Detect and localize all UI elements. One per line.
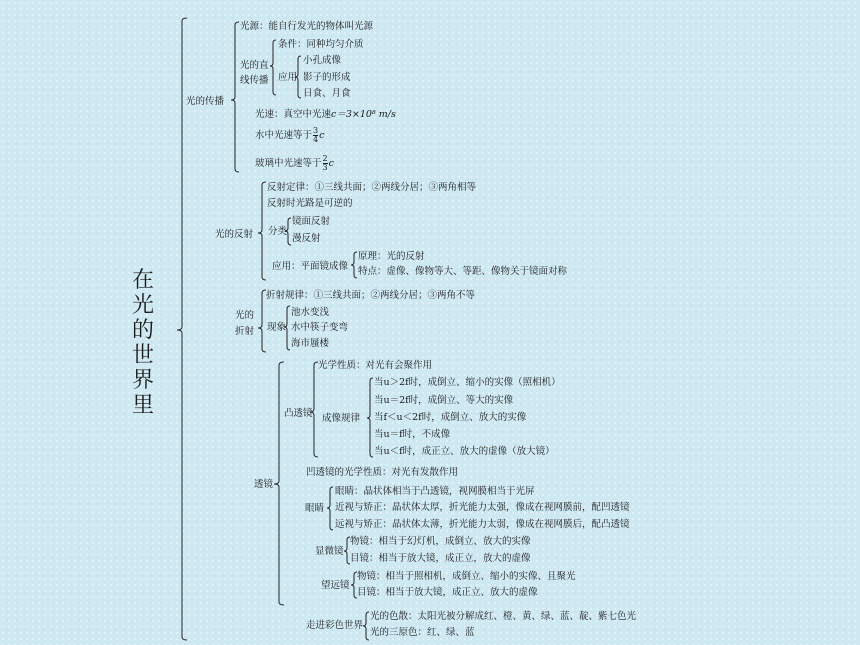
eye-item: 眼睛：晶状体相当于凸透镜，视网膜相当于光屏 — [335, 486, 535, 497]
refraction-law: 折射规律：①三线共面；②两线分居；③两角不等 — [266, 290, 476, 301]
imaging-rule: 当u＞2f时，成倒立、缩小的实像（照相机） — [374, 377, 561, 388]
lens-label: 透镜 — [254, 479, 274, 490]
color-item: 光的色散：太阳光被分解成红、橙、黄、绿、蓝、靛、紫七色光 — [370, 611, 637, 622]
application-label: 应用 — [278, 72, 298, 83]
fraction-denominator: 3 — [322, 163, 328, 172]
application-item: 日食、月食 — [303, 88, 351, 99]
telescope-item: 物镜：相当于照相机，成倒立、缩小的实像、且聚光 — [357, 571, 576, 582]
glass-speed-fraction — [323, 155, 328, 172]
color-brace — [363, 612, 369, 640]
plane-mirror-principle: 原理：光的反射 — [358, 251, 425, 262]
eye-label: 眼睛 — [305, 503, 325, 514]
application-item: 小孔成像 — [303, 55, 342, 66]
speed-of-light-text — [255, 109, 396, 121]
refraction-phenomena-label: 现象 — [267, 322, 287, 333]
microscope-label: 显微镜 — [315, 546, 344, 557]
lens-brace — [274, 362, 284, 605]
imaging-brace — [367, 378, 373, 457]
eye-item: 远视与矫正：晶状体太薄，折光能力太弱，像成在视网膜后，配凸透镜 — [335, 519, 630, 530]
telescope-label: 望远镜 — [321, 580, 350, 591]
fraction-numerator: 3 — [313, 126, 319, 135]
eye-brace — [327, 487, 333, 530]
imaging-rule: 当u＝f时，不成像 — [374, 429, 451, 440]
water-speed-prefix: 水中光速等于 — [255, 130, 313, 141]
refraction-phenomenon: 海市蜃楼 — [291, 338, 330, 349]
fraction-denominator: 4 — [313, 135, 319, 144]
propagation-brace — [231, 22, 239, 172]
convex-property: 光学性质：对光有会聚作用 — [318, 360, 433, 371]
water-speed-fraction — [313, 127, 318, 144]
reflection-law: 反射定律：①三线共面；②两线分居；③两角相等 — [267, 182, 477, 193]
imaging-rule: 当f＜u＜2f时，成倒立、放大的实像 — [374, 412, 527, 423]
reflection-label: 光的反射 — [215, 229, 254, 240]
reflection-class-item: 镜面反射 — [292, 216, 331, 227]
reflection-reversible: 反射时光路是可逆的 — [267, 198, 353, 209]
propagation-label: 光的传播 — [186, 96, 225, 107]
imaging-rule: 当u＜f时，成正立、放大的虚像（放大镜） — [374, 446, 555, 457]
application-item: 影子的形成 — [303, 72, 351, 83]
condition-text: 条件：同种均匀介质 — [278, 39, 364, 50]
straight-line-label: 光的直线传播 — [240, 60, 269, 86]
glass-speed-suffix: c — [328, 158, 334, 169]
imaging-rules-label: 成像规律 — [322, 413, 361, 424]
light-source-text: 光源：能自行发光的物体叫光源 — [240, 21, 374, 32]
color-item: 光的三原色：红、绿、蓝 — [370, 627, 475, 638]
fraction-numerator: 2 — [322, 154, 328, 163]
microscope-item: 目镜：相当于放大镜，成正立，放大的虚像 — [350, 553, 531, 564]
convex-lens-label: 凸透镜 — [284, 408, 313, 419]
reflection-class-item: 漫反射 — [292, 233, 321, 244]
concave-lens-text: 凹透镜的光学性质：对光有发散作用 — [306, 467, 459, 478]
eye-item: 近视与矫正：晶状体太厚，折光能力太强，像成在视网膜前，配凹透镜 — [335, 502, 630, 513]
main-brace — [177, 18, 187, 640]
refraction-brace — [258, 290, 266, 352]
telescope-item: 目镜：相当于放大镜，成正立、放大的虚像 — [357, 587, 538, 598]
speed-value: c＝3×10⁸ m/s — [331, 109, 396, 120]
reflection-class-label: 分类 — [268, 226, 288, 237]
refraction-label: 光的折射 — [235, 310, 255, 337]
plane-mirror-label: 应用：平面镜成像 — [272, 261, 349, 272]
water-speed-suffix: c — [319, 130, 325, 141]
water-speed-text — [255, 126, 324, 146]
reflection-brace — [258, 182, 266, 280]
glass-speed-text — [255, 154, 334, 174]
plane-mirror-features: 特点：虚像、像物等大、等距、像物关于镜面对称 — [358, 266, 568, 277]
microscope-item: 物镜：相当于幻灯机，成倒立、放大的实像 — [350, 536, 531, 547]
speed-prefix: 光速：真空中光速 — [255, 109, 332, 120]
refraction-phenomenon: 水中筷子变弯 — [291, 322, 349, 333]
imaging-rule: 当u＝2f时，成倒立、等大的实像 — [374, 395, 514, 406]
color-world-label: 走进彩色世界 — [306, 620, 364, 631]
plane-mirror-brace — [351, 252, 357, 278]
refraction-phenomenon: 池水变浅 — [291, 307, 330, 318]
glass-speed-prefix: 玻璃中光速等于 — [255, 158, 322, 169]
main-title: 在光的世界里 — [131, 268, 154, 418]
